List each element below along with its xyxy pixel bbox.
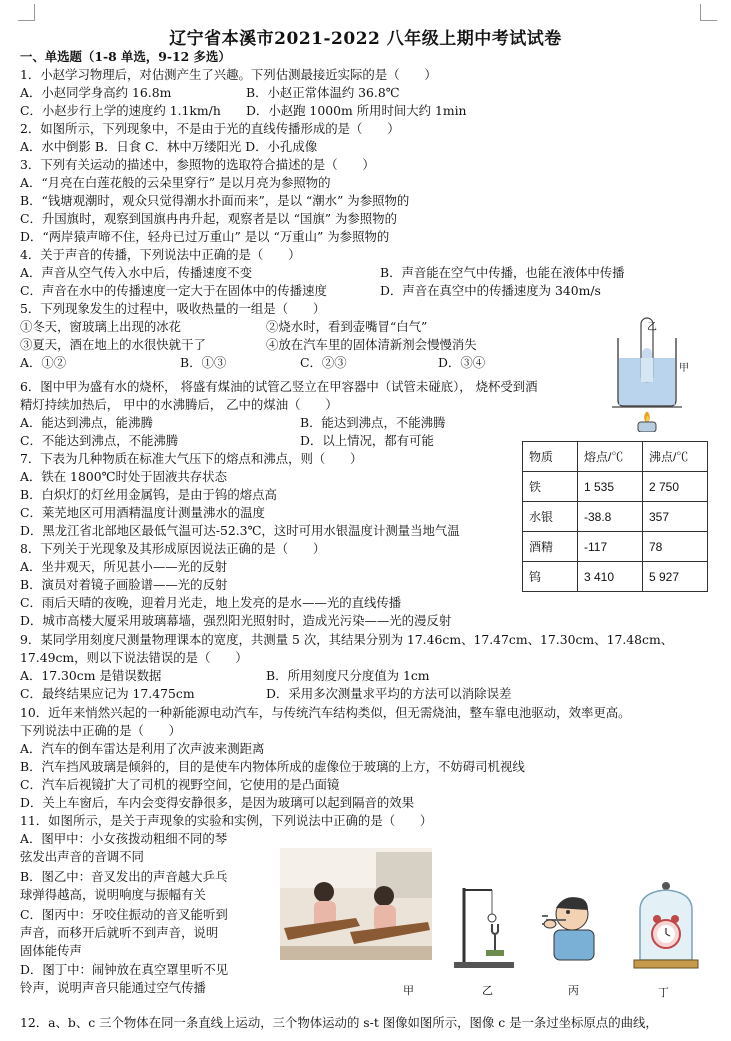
item-5-2: ②烧水时，看到壶嘴冒“白气” xyxy=(266,319,428,334)
table-cell: 78 xyxy=(643,532,708,562)
figure-label-ding: 丁 xyxy=(658,986,669,999)
option-9d: D．采用多次测量求平均的方法可以消除误差 xyxy=(266,686,512,701)
option-1a: A．小赵同学身高约 16.8m xyxy=(20,85,172,100)
question-10: 10．近年来悄然兴起的一种新能源电动汽车，与传统汽车结构类似，但无需烧油，整车靠电池驱动，效率更高。 xyxy=(20,705,631,720)
table-header-row xyxy=(523,442,708,472)
option-3a: A．“月亮在白莲花般的云朵里穿行” 是以月亮为参照物的 xyxy=(20,175,331,190)
option-6c: C．不能达到沸点，不能沸腾 xyxy=(20,433,179,448)
question-4: 4．关于声音的传播，下列说法中正确的是（ ） xyxy=(20,247,301,262)
question-12: 12．a、b、c 三个物体在同一条直线上运动，三个物体运动的 s-t 图像如图所示，图像 c 是一条过坐标原点的曲线， xyxy=(20,1015,658,1030)
question-5: 5．下列现象发生的过程中，吸收热量的一组是（ ） xyxy=(20,301,326,316)
table-row xyxy=(523,532,708,562)
option-11d-cont: 铃声，说明声音只能通过空气传播 xyxy=(20,980,206,995)
option-10a: A．汽车的倒车雷达是利用了次声波来测距离 xyxy=(20,741,265,756)
table-cell: 酒精 xyxy=(523,532,578,562)
table-header: 物质 xyxy=(523,442,578,472)
table-header: 熔点/℃ xyxy=(578,442,643,472)
option-3c: C．升国旗时，观察到国旗冉冉升起，观察者是以 “国旗” 为参照物的 xyxy=(20,211,397,226)
options-2: A．水中倒影 B．日食 C．林中万缕阳光 D．小孔成像 xyxy=(20,139,318,154)
exam-title: 辽宁省本溪市2021-2022 八年级上期中考试试卷 xyxy=(169,29,562,49)
option-4a: A．声音从空气传入水中后，传播速度不变 xyxy=(20,265,252,280)
option-9b: B．所用刻度尺分度值为 1cm xyxy=(266,668,430,683)
option-1c: C．小赵步行上学的速度约 1.1km/h xyxy=(20,103,221,118)
option-5d: D．③④ xyxy=(438,355,486,370)
option-7b: B．白炽灯的灯丝用金属钨，是由于钨的熔点高 xyxy=(20,487,277,502)
option-3d: D．“两岸猿声啼不住，轻舟已过万重山” 是以 “万重山” 为参照物的 xyxy=(20,229,390,244)
option-4d: D．声音在真空中的传播速度为 340m/s xyxy=(380,283,601,298)
option-11a-cont: 弦发出声音的音调不同 xyxy=(20,849,144,864)
item-5-3: ③夏天，酒在地上的水很快就干了 xyxy=(20,337,206,352)
section-heading: 一、单选题（1-8 单选，9-12 多选） xyxy=(20,49,231,64)
option-11d: D．图丁中：闹钟放在真空罩里听不见 xyxy=(20,962,229,977)
option-8b: B．演员对着镜子画脸谱——光的反射 xyxy=(20,577,228,592)
option-11c-cont2: 固体能传声 xyxy=(20,943,82,958)
crop-mark-top-right xyxy=(700,4,717,21)
option-5b: B．①③ xyxy=(180,355,227,370)
option-3b: B．“钱塘观潮时，观众只觉得潮水扑面而来”，是以 “潮水” 为参照物的 xyxy=(20,193,410,208)
figure-label-jia: 甲 xyxy=(403,984,414,997)
question-1: 1．小赵学习物理后，对估测产生了兴趣。下列估测最接近实际的是（ ） xyxy=(20,67,437,82)
table-cell: -38.8 xyxy=(578,502,643,532)
figure-label-jia: 甲 xyxy=(679,363,689,374)
table-cell: 3 410 xyxy=(578,562,643,592)
guzheng-photo xyxy=(280,848,432,960)
option-6d: D．以上情况，都有可能 xyxy=(300,433,434,448)
option-10c: C．汽车后视镜扩大了司机的视野空间，它使用的是凸面镜 xyxy=(20,777,340,792)
item-5-1: ①冬天，窗玻璃上出现的冰花 xyxy=(20,319,182,334)
question-2: 2．如图所示，下列现象中，不是由于光的直线传播形成的是（ ） xyxy=(20,121,400,136)
table-cell: 铁 xyxy=(523,472,578,502)
option-9c: C．最终结果应记为 17.475cm xyxy=(20,686,195,701)
question-10-cont: 下列说法中正确的是（ ） xyxy=(20,723,182,738)
table-row xyxy=(523,562,708,592)
option-7a: A．铁在 1800℃时处于固液共存状态 xyxy=(20,469,227,484)
option-11c-cont: 声音，而移开后就听不到声音，说明 xyxy=(20,925,219,940)
option-11a: A．图甲中：小女孩拨动粗细不同的琴 xyxy=(20,831,228,846)
table-cell: 5 927 xyxy=(643,562,708,592)
figure-label-bing: 丙 xyxy=(568,984,579,997)
question-8: 8．下列关于光现象及其形成原因说法正确的是（ ） xyxy=(20,541,326,556)
question-7: 7．下表为几种物质在标准大气压下的熔点和沸点，则（ ） xyxy=(20,451,363,466)
question-3: 3．下列有关运动的描述中，参照物的选取符合描述的是（ ） xyxy=(20,157,375,172)
question-9: 9．某同学用刻度尺测量物理课本的宽度，共测量 5 次，其结果分别为 17.46cm、17.47cm、17.30cm、17.48cm、 xyxy=(20,632,674,647)
melting-boiling-table xyxy=(522,441,708,592)
table-cell: 1 535 xyxy=(578,472,643,502)
question-6: 6．图中甲为盛有水的烧杯， 将盛有煤油的试管乙竖立在甲容器中（试管未碰底）， 烧杯受到酒 xyxy=(20,379,538,394)
option-1d: D．小赵跑 1000m 所用时间大约 1min xyxy=(246,103,467,118)
figure-label-yi: 乙 xyxy=(482,984,493,997)
table-row xyxy=(523,502,708,532)
table-header: 沸点/℃ xyxy=(643,442,708,472)
option-9a: A．17.30cm 是错误数据 xyxy=(20,668,162,683)
table-cell: 357 xyxy=(643,502,708,532)
crop-mark-top-left xyxy=(18,4,35,21)
bell-jar-clock-figure xyxy=(630,880,702,972)
option-11b: B．图乙中：音叉发出的声音越大乒乓 xyxy=(20,869,228,884)
option-7d: D．黑龙江省北部地区最低气温可达-52.3℃，这时可用水银温度计测量当地气温 xyxy=(20,523,460,538)
option-10b: B．汽车挡风玻璃是倾斜的，目的是使车内物体所成的虚像位于玻璃的上方，不妨碍司机视线 xyxy=(20,759,525,774)
figure-label-yi: 乙 xyxy=(647,322,657,333)
option-10d: D．关上车窗后，车内会变得安静很多，是因为玻璃可以起到隔音的效果 xyxy=(20,795,415,810)
question-6-cont: 精灯持续加热后， 甲中的水沸腾后， 乙中的煤油（ ） xyxy=(20,397,338,412)
question-11: 11．如图所示，是关于声现象的实验和实例，下列说法中正确的是（ ） xyxy=(20,813,433,828)
table-row xyxy=(523,472,708,502)
option-8c: C．雨后天晴的夜晚，迎着月光走，地上发亮的是水——光的直线传播 xyxy=(20,595,402,610)
question-9-cont: 17.49cm，则以下说法错误的是（ ） xyxy=(20,650,248,665)
option-6b: B．能达到沸点，不能沸腾 xyxy=(300,415,446,430)
option-4b: B．声音能在空气中传播，也能在液体中传播 xyxy=(380,265,625,280)
tuning-fork-stand-figure xyxy=(452,880,516,970)
option-11b-cont: 球弹得越高，说明响度与振幅有关 xyxy=(20,887,206,902)
item-5-4: ④放在汽车里的固体清新剂会慢慢消失 xyxy=(266,337,477,352)
table-cell: 水银 xyxy=(523,502,578,532)
boy-biting-fork-figure xyxy=(540,888,610,962)
option-7c: C．莱芜地区可用酒精温度计测量沸水的温度 xyxy=(20,505,265,520)
option-5a: A．①② xyxy=(20,355,67,370)
table-cell: 钨 xyxy=(523,562,578,592)
option-8a: A．坐井观天，所见甚小——光的反射 xyxy=(20,559,228,574)
option-1b: B．小赵正常体温约 36.8℃ xyxy=(246,85,400,100)
option-5c: C．②③ xyxy=(300,355,347,370)
table-cell: 2 750 xyxy=(643,472,708,502)
option-11c: C．图丙中：牙咬住振动的音叉能听到 xyxy=(20,907,228,922)
table-cell: -117 xyxy=(578,532,643,562)
option-6a: A．能达到沸点，能沸腾 xyxy=(20,415,153,430)
option-4c: C．声音在水中的传播速度一定大于在固体中的传播速度 xyxy=(20,283,327,298)
option-8d: D．城市高楼大厦采用玻璃幕墙，强烈阳光照射时，造成光污染——光的漫反射 xyxy=(20,613,452,628)
